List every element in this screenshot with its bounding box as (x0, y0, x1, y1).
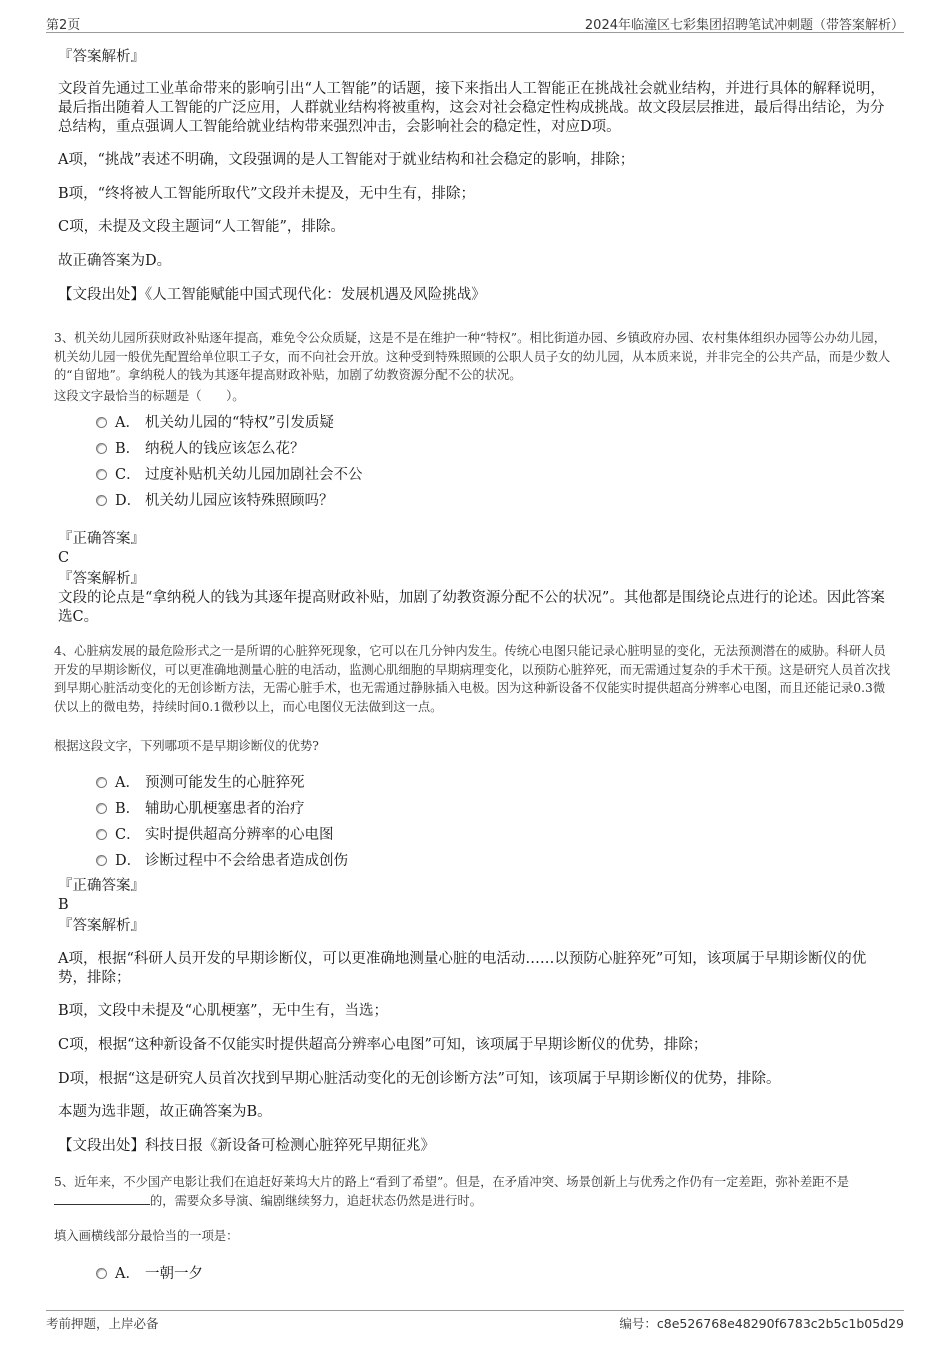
footer-slogan: 考前押题，上岸必备 (46, 1316, 159, 1331)
q2-analysis-label: 『答案解析』 (58, 49, 145, 65)
q3-analysis-label: 『答案解析』 (58, 571, 145, 587)
radio-button[interactable] (96, 443, 107, 454)
q5-stem: 5、近年来，不少国产电影让我们在追赶好莱坞大片的路上“看到了希望”。但是，在矛盾冲突、场景创新上与优秀之作仍有一定差距，弥补差距不是的，需要众多导演、编剧继续努力，追赶状态仍然是进行时。 (54, 1175, 850, 1208)
q4-answer-label: 『正确答案』 (58, 878, 145, 894)
radio-button[interactable] (96, 469, 107, 480)
page-header (46, 14, 904, 33)
q3-answer: C (58, 550, 70, 566)
q5-question: 填入画横线部分最恰当的一项是： (54, 1229, 239, 1243)
q3-stem: 3、机关幼儿园所获财政补贴逐年提高，难免令公众质疑，这是不是在维护一种“特权”。相比街道办园、乡镇政府办园、农村集体组织办园等公办幼儿园，机关幼儿园一般优先配置给单位职工子女，而不向社会开放。这种受到特殊照顾的公职人员子女的幼儿园，从本质来说，并非完全的公共产品，而是少数人的“自留地”。拿纳税人的钱为其逐年提高财政补贴，加剧了幼教资源分配不公的状况。 (54, 331, 891, 382)
q5-option-a[interactable]: A． 一朝一夕 (96, 1262, 203, 1282)
q3-analysis: 文段的论点是“拿纳税人的钱为其逐年提高财政补贴，加剧了幼教资源分配不公的状况”。其他都是围绕论点进行的论述。因此答案选C。 (58, 590, 885, 625)
page-footer (46, 1310, 904, 1333)
q4-analysis-c: C项，根据“这种新设备不仅能实时提供超高分辨率心电图”可知，该项属于早期诊断仪的优势，排除； (58, 1037, 708, 1053)
q4-question: 根据这段文字，下列哪项不是早期诊断仪的优势? (54, 739, 319, 753)
q4-option-d[interactable]: D． 诊断过程中不会给患者造成创伤 (96, 849, 348, 869)
radio-button[interactable] (96, 495, 107, 506)
q3-option-d[interactable]: D． 机关幼儿园应该特殊照顾吗？ (96, 489, 334, 509)
document-title: 2024年临潼区七彩集团招聘笔试冲刺题（带答案解析） (584, 18, 904, 33)
q2-analysis-body: 文段首先通过工业革命带来的影响引出“人工智能”的话题，接下来指出人工智能正在挑战社会就业结构，并进行具体的解释说明，最后指出随着人工智能的广泛应用，人群就业结构将被重构，这会对社会稳定性构成挑战。故文段层层推进，最后得出结论，为分总结构，重点强调人工智能给就业结构带来强烈冲击，会影响社会的稳定性，对应D项。 (58, 81, 885, 135)
q3-option-a[interactable]: A． 机关幼儿园的“特权”引发质疑 (96, 411, 334, 431)
radio-button[interactable] (96, 1268, 107, 1279)
page-number: 第2页 (46, 18, 81, 33)
q4-option-a[interactable]: A． 预测可能发生的心脏猝死 (96, 771, 305, 791)
q2-analysis-c: C项，未提及文段主题词“人工智能”，排除。 (58, 219, 345, 235)
q4-option-b[interactable]: B． 辅助心肌梗塞患者的治疗 (96, 797, 305, 817)
q3-option-c[interactable]: C． 过度补贴机关幼儿园加剧社会不公 (96, 463, 363, 483)
fill-blank (54, 1192, 150, 1205)
radio-button[interactable] (96, 855, 107, 866)
q2-source: 【文段出处】《人工智能赋能中国式现代化：发展机遇及风险挑战》 (58, 287, 486, 303)
q4-answer: B (58, 897, 69, 913)
q4-source: 【文段出处】科技日报《新设备可检测心脏猝死早期征兆》 (58, 1138, 435, 1154)
radio-button[interactable] (96, 777, 107, 788)
radio-button[interactable] (96, 829, 107, 840)
q4-analysis-d: D项，根据“这是研究人员首次找到早期心脏活动变化的无创诊断方法”可知，该项属于早期诊断仪的优势，排除。 (58, 1071, 781, 1087)
radio-button[interactable] (96, 417, 107, 428)
q2-analysis-a: A项，“挑战”表述不明确，文段强调的是人工智能对于就业结构和社会稳定的影响，排除； (58, 152, 635, 168)
radio-button[interactable] (96, 803, 107, 814)
footer-code: 编号：c8e526768e48290f6783c2b5c1b05d29 (619, 1316, 904, 1331)
q2-conclusion: 故正确答案为D。 (58, 253, 172, 269)
q4-analysis-label: 『答案解析』 (58, 918, 145, 934)
q2-analysis-b: B项，“终将被人工智能所取代”文段并未提及，无中生有，排除； (58, 186, 475, 202)
q4-stem: 4、心脏病发展的最危险形式之一是所谓的心脏猝死现象，它可以在几分钟内发生。传统心电图只能记录心脏明显的变化，无法预测潜在的威胁。科研人员开发的早期诊断仪，可以更准确地测量心脏的电活动，监测心肌细胞的早期病理变化，以预防心脏猝死，而无需通过复杂的手术干预。这是研究人员首次找到早期心脏活动变化的无创诊断方法，无需心脏手术，也无需通过静脉插入电极。因为这种新设备不仅能实时提供超高分辨率心电图，而且还能记录0.3微伏以上的微电势，持续时间0.1微秒以上，而心电图仪无法做到这一点。 (54, 644, 891, 714)
q4-analysis-a: A项，根据“科研人员开发的早期诊断仪，可以更准确地测量心脏的电活动……以预防心脏猝死”可知，该项属于早期诊断仪的优势，排除； (58, 951, 867, 986)
q3-question: 这段文字最恰当的标题是（ ）。 (54, 389, 245, 403)
q4-option-c[interactable]: C． 实时提供超高分辨率的心电图 (96, 823, 334, 843)
q3-option-b[interactable]: B． 纳税人的钱应该怎么花？ (96, 437, 305, 457)
q4-conclusion: 本题为选非题，故正确答案为B。 (58, 1104, 272, 1120)
q3-answer-label: 『正确答案』 (58, 531, 145, 547)
q4-analysis-b: B项，文段中未提及“心肌梗塞”，无中生有，当选； (58, 1003, 388, 1019)
